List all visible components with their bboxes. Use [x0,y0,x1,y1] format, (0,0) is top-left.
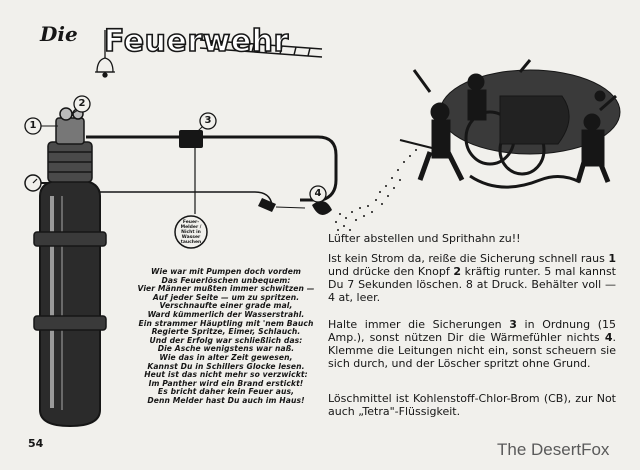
poem-line: Wie das in alter Zeit gewesen, [159,352,293,362]
poem-line: Im Panther wird ein Brand erstickt! [148,378,304,388]
poem-line: Denn Melder hast Du auch im Haus! [147,395,305,405]
label-4: 4 [314,188,322,199]
poem-line: Ward kümmerlich der Wasserstrahl. [147,309,305,319]
ref-number: 2 [453,265,462,278]
pipe-drawing [86,137,336,214]
ref-number: 3 [509,318,517,331]
label-3: 3 [204,115,212,126]
page-title: Feuerwehr [104,24,289,59]
text-run: kräftig runter. 5 mal kannst Du 7 Sekunden löschen. 8 at Druck. Behälter voll — 4 at, leer. [328,265,616,304]
poem-line: Regierte Spritze, Eimer, Schlauch. [151,327,301,337]
label-1: 1 [29,120,37,131]
instruction-paragraph-3: Löschmittel ist Kohlenstoff-Chlor-Brom (CB), zur Not auch „Tetra"-Flüssigkeit. [328,392,616,418]
credit-watermark: The DesertFox [497,440,610,459]
instruction-paragraph-1 [328,252,616,304]
ref-number: 1 [608,252,616,265]
title-article: Die [40,22,78,46]
text-run: . Klemme die Leitungen nicht ein, sonst scheuern sie sich durch, und der Löscher spritzt ohne Grund. [328,331,616,370]
text-run: Halte immer die Sicherungen [328,318,510,331]
text-run: und drücke den Knopf [328,265,454,278]
text-run: Ist kein Strom da, reiße die Sicherung schnell raus [328,252,609,265]
historic-firefighters-drawing [400,60,620,187]
poem-line: Die Asche wenigstens war naß. [157,344,295,354]
poem-line: Vier Männer mußten immer schwitzen — [137,284,315,294]
poem-line: Kannst Du in Schillers Glocke lesen. [147,361,305,371]
poem-line: Verschnaufte einer grade mal, [159,301,293,311]
ref-number: 4 [604,331,613,344]
poem-line: Wie war mit Pumpen doch vordem [151,267,301,276]
poem-line: Und der Erfolg war schließlich das: [149,335,303,345]
poem [126,268,326,406]
fire-detector-label: Feuer-Melder / Nicht in Wasser tauchen [180,220,202,245]
poem-line: Es bricht daher kein Feuer aus, [157,387,295,397]
extinguisher-drawing [25,108,106,426]
poem-line: Das Feuerlöschen unbequem: [161,275,291,285]
page-number: 54 [28,437,44,450]
label-2: 2 [78,98,86,109]
instruction-heading: Lüfter abstellen und Sprithahn zu!! [328,232,521,245]
fuse-box-drawing [179,130,203,148]
poem-line: Auf jeder Seite — um zu spritzen. [152,292,300,302]
text-run: in Ordnung (15 Amp.), sonst nützen Dir die Wärmefühler nichts [328,318,616,344]
spray-drawing [335,149,417,231]
poem-line: Heut ist das nicht mehr so verzwickt: [144,370,308,380]
poem-line: Ein strammer Häuptling mit 'nem Bauch [138,318,314,328]
instruction-paragraph-2 [328,318,616,370]
